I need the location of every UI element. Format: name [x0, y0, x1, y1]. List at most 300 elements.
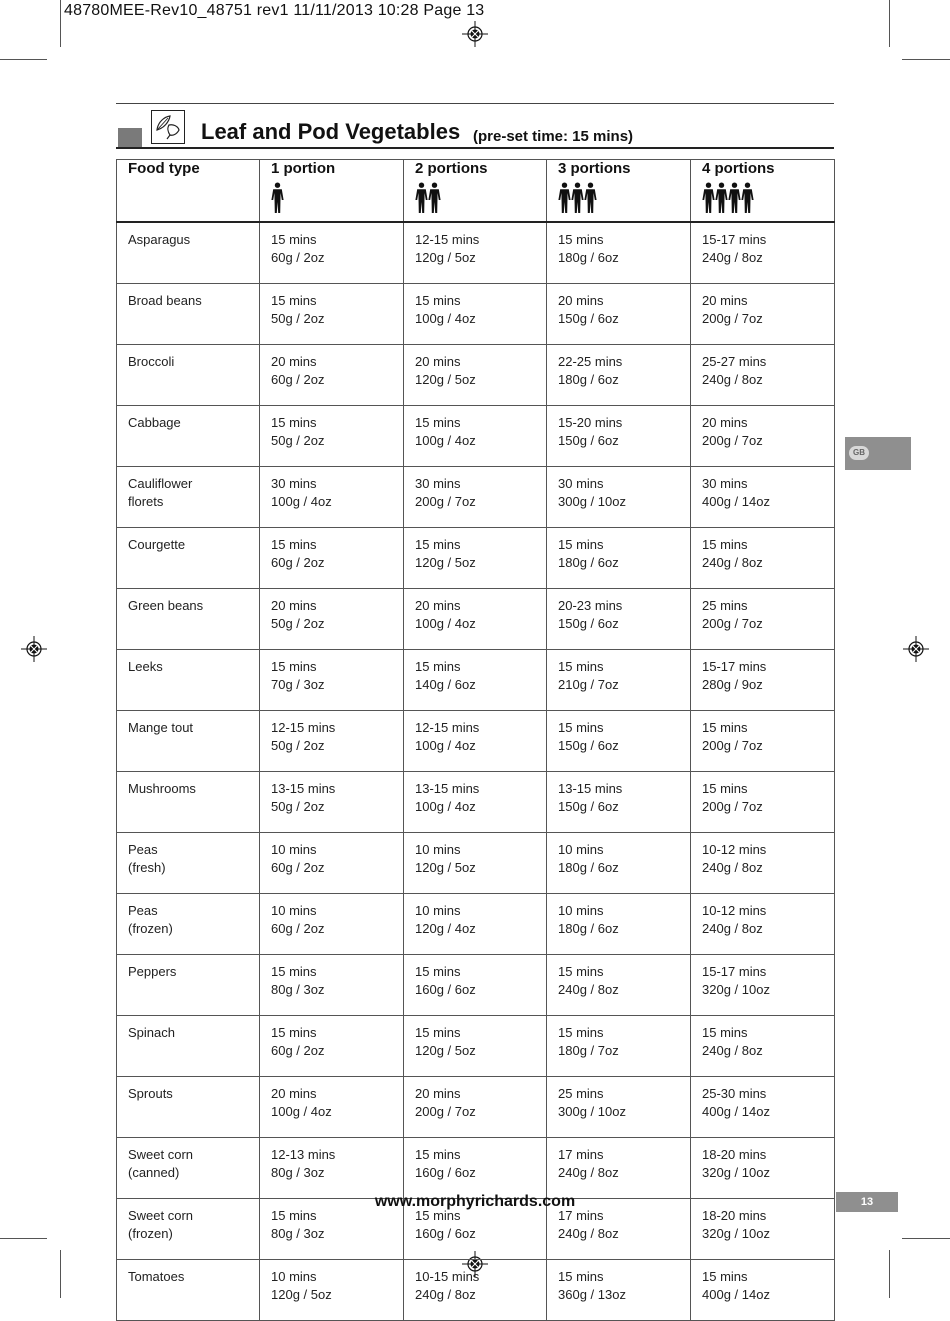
cook-time: 15 mins	[558, 1025, 604, 1040]
person-icon-group	[702, 182, 834, 216]
cook-time: 15 mins	[271, 232, 317, 247]
person-icon-group	[558, 182, 690, 216]
food-type-cell	[117, 650, 260, 711]
portion-cell	[404, 589, 547, 650]
quantity: 100g / 4oz	[415, 311, 476, 326]
portion-cell	[260, 772, 404, 833]
cook-time: 17 mins	[558, 1208, 604, 1223]
cook-time: 15-20 mins	[558, 415, 623, 430]
food-name: Cauliflower	[128, 476, 193, 491]
cook-time: 15 mins	[415, 1208, 461, 1223]
food-name: Broad beans	[128, 293, 202, 308]
portion-cell	[691, 711, 835, 772]
footer-website: www.morphyrichards.com	[374, 1193, 576, 1210]
quantity: 60g / 2oz	[271, 555, 325, 570]
cook-time: 25 mins	[558, 1086, 604, 1101]
cook-time: 20 mins	[415, 1086, 461, 1101]
section-marker	[118, 128, 142, 148]
quantity: 160g / 6oz	[415, 1165, 476, 1180]
crop-mark	[60, 1250, 61, 1298]
header-bottom-rule	[116, 147, 834, 149]
registration-mark-icon	[462, 21, 488, 47]
cook-time: 15-17 mins	[702, 964, 767, 979]
quantity: 60g / 2oz	[271, 860, 325, 875]
cook-time: 15 mins	[702, 537, 748, 552]
food-type-cell	[117, 1138, 260, 1199]
language-label: GB	[849, 446, 869, 460]
quantity: 100g / 4oz	[415, 799, 476, 814]
food-type-cell	[117, 772, 260, 833]
portion-cell	[404, 406, 547, 467]
print-slug: 48780MEE-Rev10_48751 rev1 11/11/2013 10:28 Page 13	[64, 2, 485, 19]
portion-cell	[691, 955, 835, 1016]
cook-time: 30 mins	[415, 476, 461, 491]
cook-time: 25 mins	[702, 598, 748, 613]
cook-time: 15 mins	[271, 1025, 317, 1040]
portion-cell	[260, 650, 404, 711]
person-icon	[415, 182, 428, 214]
quantity: 120g / 4oz	[415, 921, 476, 936]
cook-time: 12-15 mins	[271, 720, 336, 735]
cook-time: 10 mins	[271, 1269, 317, 1284]
cook-time: 10 mins	[415, 903, 461, 918]
cook-time: 20 mins	[271, 1086, 317, 1101]
portion-cell	[547, 711, 691, 772]
cook-time: 15 mins	[415, 964, 461, 979]
cook-time: 10 mins	[271, 903, 317, 918]
quantity: 320g / 10oz	[702, 1226, 770, 1241]
cook-time: 10 mins	[271, 842, 317, 857]
quantity: 120g / 5oz	[415, 372, 476, 387]
quantity: 120g / 5oz	[415, 1043, 476, 1058]
cook-time: 15 mins	[558, 964, 604, 979]
food-type-cell	[117, 711, 260, 772]
quantity: 180g / 6oz	[558, 250, 619, 265]
quantity: 70g / 3oz	[271, 677, 325, 692]
table-row	[117, 284, 835, 345]
crop-mark	[0, 1238, 47, 1239]
quantity: 320g / 10oz	[702, 982, 770, 997]
portion-cell	[404, 1016, 547, 1077]
crop-mark	[60, 0, 61, 47]
cook-time: 20 mins	[702, 415, 748, 430]
portion-cell	[260, 1260, 404, 1321]
table-row	[117, 1260, 835, 1321]
food-name: Asparagus	[128, 232, 191, 247]
cook-time: 15 mins	[702, 720, 748, 735]
portion-cell	[404, 1077, 547, 1138]
table-row	[117, 345, 835, 406]
food-note: (frozen)	[128, 1226, 173, 1241]
quantity: 60g / 2oz	[271, 921, 325, 936]
portion-cell	[260, 589, 404, 650]
quantity: 240g / 8oz	[558, 1165, 619, 1180]
quantity: 100g / 4oz	[415, 616, 476, 631]
quantity: 240g / 8oz	[702, 921, 763, 936]
quantity: 100g / 4oz	[271, 1104, 332, 1119]
food-name: Spinach	[128, 1025, 175, 1040]
portion-cell	[547, 589, 691, 650]
person-icon	[702, 182, 715, 214]
cook-time: 15 mins	[271, 1208, 317, 1223]
portion-cell	[404, 894, 547, 955]
cook-time: 20-23 mins	[558, 598, 623, 613]
cook-time: 12-15 mins	[415, 232, 480, 247]
header-top-rule	[116, 103, 834, 104]
person-icon-group	[415, 182, 546, 216]
food-type-cell	[117, 955, 260, 1016]
food-type-cell	[117, 833, 260, 894]
quantity: 240g / 8oz	[702, 555, 763, 570]
person-icon	[271, 182, 284, 214]
portion-cell	[691, 1138, 835, 1199]
cook-time: 20 mins	[702, 293, 748, 308]
quantity: 240g / 8oz	[702, 372, 763, 387]
food-note: (frozen)	[128, 921, 173, 936]
cook-time: 15 mins	[558, 537, 604, 552]
quantity: 60g / 2oz	[271, 250, 325, 265]
quantity: 140g / 6oz	[415, 677, 476, 692]
quantity: 200g / 7oz	[702, 433, 763, 448]
cook-time: 10 mins	[415, 842, 461, 857]
quantity: 100g / 4oz	[415, 738, 476, 753]
food-name: Sweet corn	[128, 1147, 194, 1162]
portion-cell	[691, 528, 835, 589]
portion-cell	[260, 222, 404, 284]
quantity: 200g / 7oz	[415, 494, 476, 509]
portion-cell	[260, 711, 404, 772]
quantity: 400g / 14oz	[702, 1287, 770, 1302]
quantity: 120g / 5oz	[415, 860, 476, 875]
portion-cell	[547, 1077, 691, 1138]
cook-time: 15 mins	[415, 537, 461, 552]
cook-time: 12-13 mins	[271, 1147, 336, 1162]
quantity: 180g / 7oz	[558, 1043, 619, 1058]
cook-time: 30 mins	[702, 476, 748, 491]
cook-time: 10-12 mins	[702, 842, 767, 857]
food-name: Broccoli	[128, 354, 175, 369]
portion-cell	[404, 650, 547, 711]
cook-time: 15 mins	[271, 659, 317, 674]
vegetables-icon	[151, 110, 185, 144]
crop-mark	[0, 59, 47, 60]
portion-cell	[260, 1077, 404, 1138]
food-name: Peppers	[128, 964, 177, 979]
quantity: 280g / 9oz	[702, 677, 763, 692]
food-type-cell	[117, 528, 260, 589]
food-type-cell	[117, 284, 260, 345]
page-subtitle: (pre-set time: 15 mins)	[473, 128, 634, 145]
registration-mark-icon	[903, 636, 929, 662]
quantity: 120g / 5oz	[415, 250, 476, 265]
portion-cell	[547, 1138, 691, 1199]
table-row	[117, 955, 835, 1016]
quantity: 160g / 6oz	[415, 982, 476, 997]
crop-mark	[889, 0, 890, 47]
person-icon	[728, 182, 741, 214]
table-row	[117, 894, 835, 955]
quantity: 210g / 7oz	[558, 677, 619, 692]
portion-cell	[260, 1016, 404, 1077]
quantity: 180g / 6oz	[558, 555, 619, 570]
quantity: 400g / 14oz	[702, 494, 770, 509]
crop-mark	[902, 1238, 950, 1239]
quantity: 120g / 5oz	[415, 555, 476, 570]
food-note: florets	[128, 494, 164, 509]
food-name: Sweet corn	[128, 1208, 194, 1223]
portion-cell	[547, 894, 691, 955]
table-row	[117, 467, 835, 528]
food-name: Peas	[128, 842, 158, 857]
portion-cell	[691, 1016, 835, 1077]
cook-time: 18-20 mins	[702, 1147, 767, 1162]
quantity: 180g / 6oz	[558, 860, 619, 875]
quantity: 300g / 10oz	[558, 494, 626, 509]
quantity: 180g / 6oz	[558, 921, 619, 936]
portion-cell	[260, 284, 404, 345]
cook-time: 15 mins	[271, 537, 317, 552]
cook-time: 15 mins	[271, 964, 317, 979]
food-type-cell	[117, 222, 260, 284]
portion-cell	[404, 955, 547, 1016]
table-row	[117, 711, 835, 772]
portion-cell	[404, 528, 547, 589]
cook-time: 25-27 mins	[702, 354, 767, 369]
person-icon	[428, 182, 441, 214]
portion-cell	[260, 1138, 404, 1199]
portion-cell	[260, 894, 404, 955]
food-type-cell	[117, 1077, 260, 1138]
quantity: 360g / 13oz	[558, 1287, 626, 1302]
cook-time: 20 mins	[415, 598, 461, 613]
quantity: 150g / 6oz	[558, 799, 619, 814]
cook-time: 15 mins	[558, 232, 604, 247]
cook-time: 10-15 mins	[415, 1269, 480, 1284]
cook-time: 15 mins	[702, 781, 748, 796]
quantity: 200g / 7oz	[702, 311, 763, 326]
portion-cell	[691, 222, 835, 284]
quantity: 200g / 7oz	[702, 799, 763, 814]
portion-cell	[260, 406, 404, 467]
portion-cell	[691, 345, 835, 406]
food-name: Sprouts	[128, 1086, 173, 1101]
cook-time: 13-15 mins	[415, 781, 480, 796]
cook-time: 15 mins	[702, 1025, 748, 1040]
quantity: 150g / 6oz	[558, 433, 619, 448]
cook-time: 15-17 mins	[702, 232, 767, 247]
quantity: 180g / 6oz	[558, 372, 619, 387]
cook-time: 30 mins	[271, 476, 317, 491]
portion-cell	[547, 772, 691, 833]
food-name: Cabbage	[128, 415, 181, 430]
table-row	[117, 528, 835, 589]
quantity: 80g / 3oz	[271, 1226, 325, 1241]
portion-cell	[691, 589, 835, 650]
page-number: 13	[836, 1192, 898, 1212]
food-name: Mange tout	[128, 720, 194, 735]
cook-time: 15 mins	[558, 1269, 604, 1284]
cook-time: 20 mins	[271, 598, 317, 613]
portion-cell	[404, 833, 547, 894]
cook-time: 15 mins	[415, 1025, 461, 1040]
quantity: 240g / 8oz	[558, 982, 619, 997]
quantity: 320g / 10oz	[702, 1165, 770, 1180]
portion-cell	[404, 345, 547, 406]
quantity: 150g / 6oz	[558, 311, 619, 326]
portion-cell	[404, 711, 547, 772]
quantity: 50g / 2oz	[271, 799, 325, 814]
portion-cell	[691, 833, 835, 894]
quantity: 240g / 8oz	[702, 250, 763, 265]
person-icon	[571, 182, 584, 214]
portion-cell	[260, 833, 404, 894]
column-header-food-type: Food type	[117, 160, 260, 223]
crop-mark	[889, 1250, 890, 1298]
quantity: 300g / 10oz	[558, 1104, 626, 1119]
quantity: 240g / 8oz	[558, 1226, 619, 1241]
quantity: 240g / 8oz	[415, 1287, 476, 1302]
portion-cell	[691, 1260, 835, 1321]
person-icon-group	[271, 182, 403, 216]
cook-time: 20 mins	[415, 354, 461, 369]
food-name: Peas	[128, 903, 158, 918]
cook-time: 10-12 mins	[702, 903, 767, 918]
food-note: (fresh)	[128, 860, 166, 875]
portion-cell	[691, 1077, 835, 1138]
column-header-3-portions: 3 portions	[547, 160, 691, 223]
portion-cell	[260, 955, 404, 1016]
table-row	[117, 222, 835, 284]
page-title: Leaf and Pod Vegetables	[201, 119, 461, 144]
cook-time: 20 mins	[558, 293, 604, 308]
portion-cell	[404, 467, 547, 528]
food-type-cell	[117, 406, 260, 467]
cook-time: 13-15 mins	[271, 781, 336, 796]
cook-time: 20 mins	[271, 354, 317, 369]
cook-time: 15 mins	[415, 659, 461, 674]
table-row	[117, 406, 835, 467]
cook-time: 12-15 mins	[415, 720, 480, 735]
portion-cell	[260, 345, 404, 406]
quantity: 100g / 4oz	[415, 433, 476, 448]
portion-cell	[691, 650, 835, 711]
food-name: Mushrooms	[128, 781, 196, 796]
quantity: 240g / 8oz	[702, 1043, 763, 1058]
quantity: 80g / 3oz	[271, 1165, 325, 1180]
food-type-cell	[117, 589, 260, 650]
portion-cell	[547, 1260, 691, 1321]
crop-mark	[902, 59, 950, 60]
cook-time: 18-20 mins	[702, 1208, 767, 1223]
cook-time: 15 mins	[415, 415, 461, 430]
portion-cell	[547, 467, 691, 528]
quantity: 200g / 7oz	[702, 738, 763, 753]
portion-cell	[691, 772, 835, 833]
table-row	[117, 650, 835, 711]
cook-time: 13-15 mins	[558, 781, 623, 796]
cook-time: 17 mins	[558, 1147, 604, 1162]
table-row	[117, 772, 835, 833]
cook-time: 30 mins	[558, 476, 604, 491]
portion-cell	[547, 650, 691, 711]
portion-cell	[404, 1260, 547, 1321]
cook-time: 15 mins	[558, 659, 604, 674]
quantity: 150g / 6oz	[558, 616, 619, 631]
cook-time: 25-30 mins	[702, 1086, 767, 1101]
food-type-cell	[117, 894, 260, 955]
portion-cell	[260, 467, 404, 528]
column-header-1-portion: 1 portion	[260, 160, 404, 223]
quantity: 50g / 2oz	[271, 311, 325, 326]
food-name: Tomatoes	[128, 1269, 185, 1284]
cook-time: 15 mins	[558, 720, 604, 735]
quantity: 160g / 6oz	[415, 1226, 476, 1241]
portion-cell	[547, 284, 691, 345]
language-tab	[845, 437, 911, 470]
quantity: 50g / 2oz	[271, 433, 325, 448]
quantity: 80g / 3oz	[271, 982, 325, 997]
cooking-times-table	[116, 159, 835, 1321]
portion-cell	[691, 894, 835, 955]
table-row	[117, 833, 835, 894]
food-type-cell	[117, 345, 260, 406]
portion-cell	[404, 772, 547, 833]
food-type-cell	[117, 1260, 260, 1321]
person-icon	[584, 182, 597, 214]
quantity: 400g / 14oz	[702, 1104, 770, 1119]
person-icon	[558, 182, 571, 214]
food-note: (canned)	[128, 1165, 180, 1180]
portion-cell	[404, 284, 547, 345]
person-icon	[715, 182, 728, 214]
quantity: 60g / 2oz	[271, 1043, 325, 1058]
portion-cell	[691, 467, 835, 528]
person-icon	[741, 182, 754, 214]
cook-time: 15 mins	[415, 293, 461, 308]
quantity: 150g / 6oz	[558, 738, 619, 753]
quantity: 120g / 5oz	[271, 1287, 332, 1302]
quantity: 200g / 7oz	[702, 616, 763, 631]
portion-cell	[547, 222, 691, 284]
quantity: 50g / 2oz	[271, 738, 325, 753]
portion-cell	[547, 1016, 691, 1077]
portion-cell	[547, 833, 691, 894]
cook-time: 15 mins	[415, 1147, 461, 1162]
cook-time: 15 mins	[271, 293, 317, 308]
cook-time: 15 mins	[271, 415, 317, 430]
table-row	[117, 589, 835, 650]
portion-cell	[547, 955, 691, 1016]
food-name: Courgette	[128, 537, 186, 552]
cook-time: 10 mins	[558, 903, 604, 918]
portion-cell	[404, 222, 547, 284]
quantity: 60g / 2oz	[271, 372, 325, 387]
cook-time: 22-25 mins	[558, 354, 623, 369]
cook-time: 15 mins	[702, 1269, 748, 1284]
portion-cell	[404, 1138, 547, 1199]
food-type-cell	[117, 467, 260, 528]
cook-time: 15-17 mins	[702, 659, 767, 674]
quantity: 100g / 4oz	[271, 494, 332, 509]
portion-cell	[547, 406, 691, 467]
table-header-row	[117, 160, 835, 223]
food-type-cell	[117, 1016, 260, 1077]
food-name: Leeks	[128, 659, 163, 674]
food-name: Green beans	[128, 598, 204, 613]
quantity: 50g / 2oz	[271, 616, 325, 631]
table-row	[117, 1016, 835, 1077]
portion-cell	[691, 406, 835, 467]
